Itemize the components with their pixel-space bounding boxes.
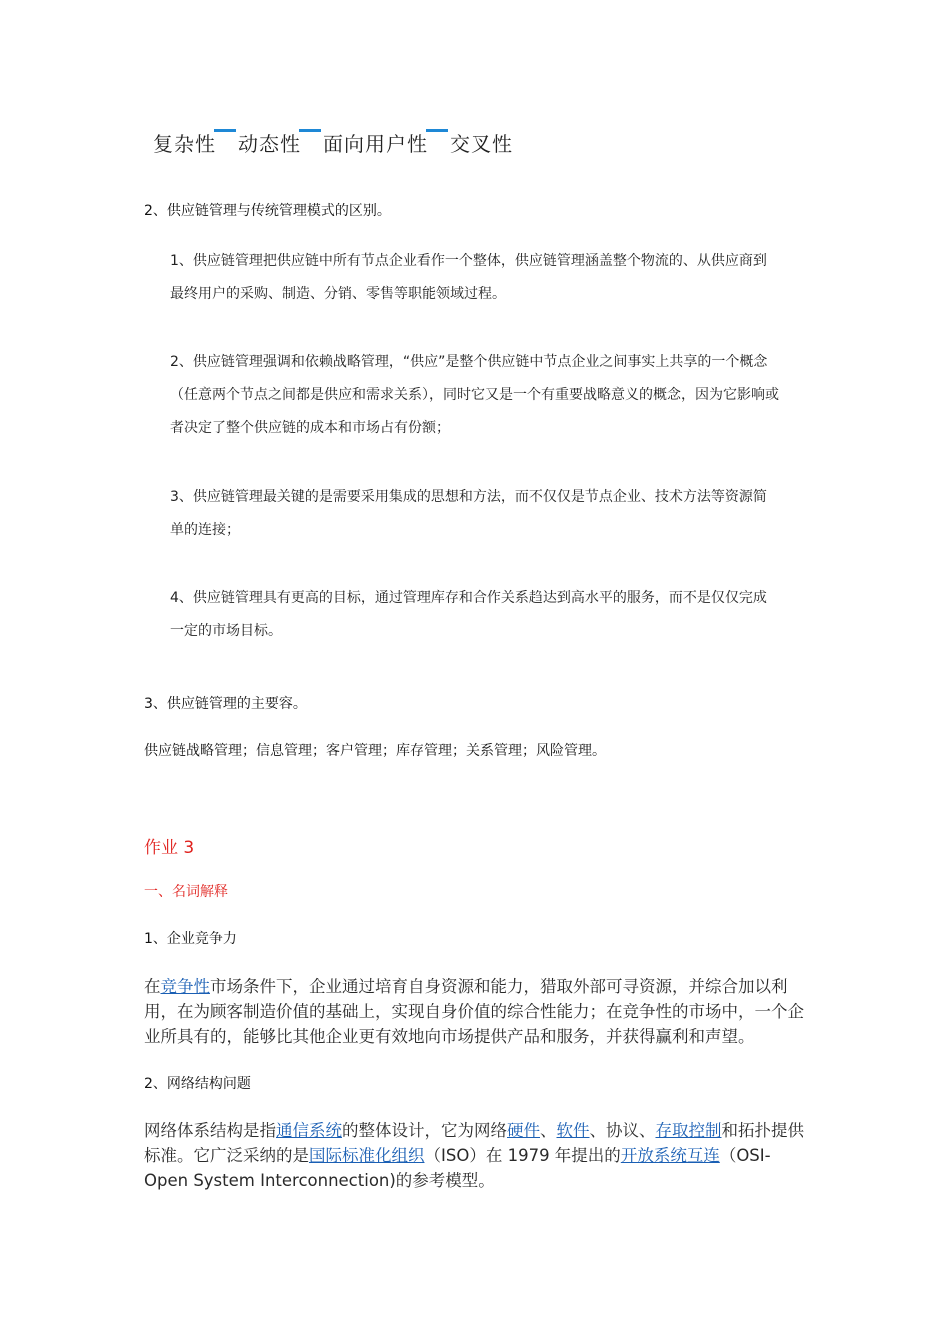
section3-content: 供应链战略管理；信息管理；客户管理；库存管理；关系管理；风险管理。 xyxy=(144,743,606,759)
homework-title: 作业 3 xyxy=(144,838,195,858)
homework-part-heading: 一、名词解释 xyxy=(144,884,228,900)
trait-complexity: 复杂性 xyxy=(153,132,216,156)
link-software[interactable]: 软件 xyxy=(556,1121,590,1140)
text-span: 市场条件下，企业通过培育自身资源和能力，猎取外部可寻资源，并综合加以利用，在为顾客制造价值的基础上，实现自身价值的综合性能力；在竞争性的市场中，一个企业所具有的，能够比其他企业更有效地向市场提供产品和服务，并获得赢利和声望。 xyxy=(144,977,804,1046)
text-span: 网络体系结构是指 xyxy=(144,1121,276,1140)
term2-definition xyxy=(144,1118,804,1193)
term2-heading: 2、网络结构问题 xyxy=(144,1076,251,1092)
traits-line xyxy=(153,128,513,157)
link-hardware[interactable]: 硬件 xyxy=(507,1121,540,1140)
section2-item-3: 3、供应链管理最关键的是需要采用集成的思想和方法，而不仅仅是节点企业、技术方法等资源简单的连接； xyxy=(170,489,767,538)
link-osi[interactable]: 开放系统互连 xyxy=(620,1146,720,1165)
text-span: 和拓扑提供标准。它广泛采纳的是 xyxy=(144,1121,804,1165)
term1-heading: 1、企业竞争力 xyxy=(144,931,237,947)
dash-separator xyxy=(299,129,321,132)
dash-separator xyxy=(426,129,448,132)
link-iso[interactable]: 国际标准化组织 xyxy=(309,1146,425,1165)
section3-heading: 3、供应链管理的主要容。 xyxy=(144,696,307,712)
trait-user-oriented: 面向用户性 xyxy=(323,132,428,156)
text-span: （ISO）在 1979 年提出的 xyxy=(424,1146,621,1165)
text-span: （OSI-Open System Interconnection)的参考模型。 xyxy=(144,1146,771,1190)
section2-item-1: 1、供应链管理把供应链中所有节点企业看作一个整体，供应链管理涵盖整个物流的、从供应商到最终用户的采购、制造、分销、零售等职能领域过程。 xyxy=(170,253,767,302)
trait-dynamic: 动态性 xyxy=(238,132,301,156)
link-competitiveness[interactable]: 竞争性 xyxy=(160,977,210,996)
section2-heading: 2、供应链管理与传统管理模式的区别。 xyxy=(144,203,391,219)
text-span: 在 xyxy=(144,977,161,996)
section2-item-2: 2、供应链管理强调和依赖战略管理，“供应”是整个供应链中节点企业之间事实上共享的一个概念（任意两个节点之间都是供应和需求关系），同时它又是一个有重要战略意义的概念，因为它影响或者决定了整个供应链的成本和市场占有份额； xyxy=(170,354,779,436)
text-span: 、 xyxy=(540,1121,557,1140)
section2-item-4: 4、供应链管理具有更高的目标，通过管理库存和合作关系趋达到高水平的服务，而不是仅仅完成一定的市场目标。 xyxy=(170,590,767,639)
text-span: 、协议、 xyxy=(589,1121,656,1140)
text-span: 的整体设计，它为网络 xyxy=(342,1121,507,1140)
trait-cross: 交叉性 xyxy=(450,132,513,156)
term1-definition xyxy=(144,974,804,1049)
dash-separator xyxy=(214,129,236,132)
link-communication-system[interactable]: 通信系统 xyxy=(276,1121,342,1140)
link-access-control[interactable]: 存取控制 xyxy=(655,1121,722,1140)
